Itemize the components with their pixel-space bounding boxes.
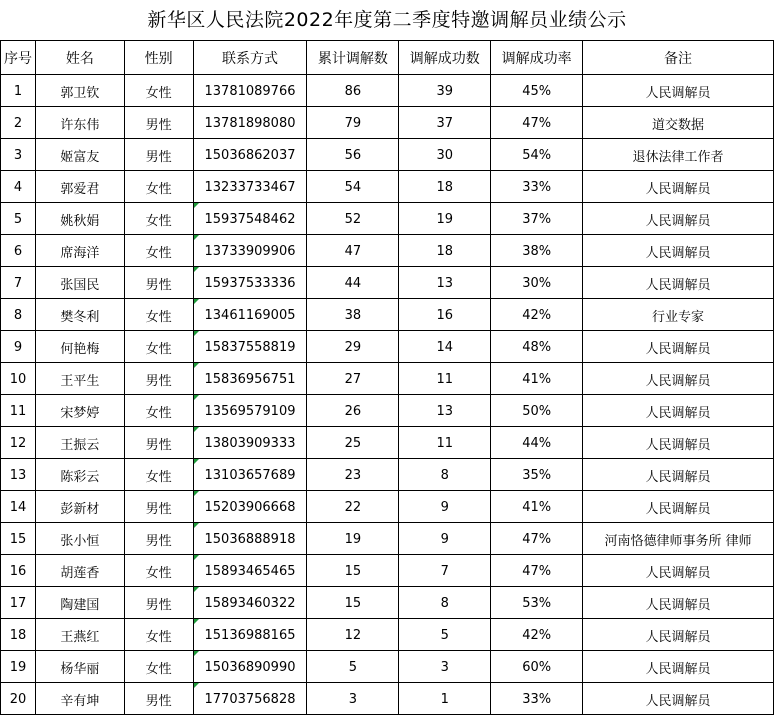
column-header-gender[interactable]: 性别: [124, 41, 193, 75]
cell-success[interactable]: 16: [399, 299, 491, 331]
cell-rate[interactable]: 53%: [491, 587, 583, 619]
cell-success[interactable]: 9: [399, 491, 491, 523]
cell-name[interactable]: 王平生: [35, 363, 124, 395]
cell-rate[interactable]: 47%: [491, 555, 583, 587]
cell-rate[interactable]: 33%: [491, 171, 583, 203]
cell-phone[interactable]: 13233733467: [193, 171, 307, 203]
cell-name[interactable]: 陶建国: [35, 587, 124, 619]
table-row: [1, 139, 774, 171]
cell-name[interactable]: 郭爱君: [35, 171, 124, 203]
cell-phone[interactable]: 13733909906: [193, 235, 307, 267]
table-row: [1, 459, 774, 491]
cell-phone[interactable]: 15937548462: [193, 203, 307, 235]
cell-phone[interactable]: 13569579109: [193, 395, 307, 427]
cell-gender[interactable]: 男性: [124, 363, 193, 395]
cell-gender[interactable]: 女性: [124, 459, 193, 491]
cell-phone[interactable]: 15893465465: [193, 555, 307, 587]
cell-gender[interactable]: 女性: [124, 331, 193, 363]
cell-success[interactable]: 8: [399, 587, 491, 619]
column-header-success[interactable]: 调解成功数: [399, 41, 491, 75]
cell-name[interactable]: 姚秋娟: [35, 203, 124, 235]
cell-rate[interactable]: 38%: [491, 235, 583, 267]
cell-no[interactable]: 20: [1, 683, 36, 715]
table-row: [1, 555, 774, 587]
cell-rate[interactable]: 37%: [491, 203, 583, 235]
cell-rate[interactable]: 47%: [491, 107, 583, 139]
cell-success[interactable]: 1: [399, 683, 491, 715]
cell-rate[interactable]: 44%: [491, 427, 583, 459]
cell-note[interactable]: 人民调解员: [583, 395, 774, 427]
cell-total[interactable]: 15: [307, 555, 399, 587]
table-row: [1, 523, 774, 555]
cell-note[interactable]: 人民调解员: [583, 491, 774, 523]
cell-gender[interactable]: 女性: [124, 235, 193, 267]
cell-gender[interactable]: 男性: [124, 427, 193, 459]
cell-phone[interactable]: 15036890990: [193, 651, 307, 683]
cell-note[interactable]: 人民调解员: [583, 235, 774, 267]
cell-note[interactable]: 人民调解员: [583, 683, 774, 715]
cell-no[interactable]: 12: [1, 427, 36, 459]
cell-success[interactable]: 5: [399, 619, 491, 651]
cell-success[interactable]: 3: [399, 651, 491, 683]
cell-phone[interactable]: 15893460322: [193, 587, 307, 619]
cell-gender[interactable]: 男性: [124, 491, 193, 523]
cell-total[interactable]: 29: [307, 331, 399, 363]
table-row: [1, 395, 774, 427]
cell-no[interactable]: 13: [1, 459, 36, 491]
cell-name[interactable]: 陈彩云: [35, 459, 124, 491]
cell-total[interactable]: 19: [307, 523, 399, 555]
cell-gender[interactable]: 女性: [124, 619, 193, 651]
cell-rate[interactable]: 41%: [491, 491, 583, 523]
cell-phone[interactable]: 15036862037: [193, 139, 307, 171]
cell-name[interactable]: 张国民: [35, 267, 124, 299]
cell-note[interactable]: 河南恪德律师事务所 律师: [583, 523, 774, 555]
cell-total[interactable]: 23: [307, 459, 399, 491]
cell-name[interactable]: 王燕红: [35, 619, 124, 651]
table-row: [1, 651, 774, 683]
cell-no[interactable]: 17: [1, 587, 36, 619]
column-header-name[interactable]: 姓名: [35, 41, 124, 75]
cell-note[interactable]: 道交数据: [583, 107, 774, 139]
cell-name[interactable]: 宋梦婷: [35, 395, 124, 427]
cell-rate[interactable]: 45%: [491, 75, 583, 107]
cell-rate[interactable]: 54%: [491, 139, 583, 171]
table-row: [1, 299, 774, 331]
cell-phone[interactable]: 13461169005: [193, 299, 307, 331]
cell-phone[interactable]: 15203906668: [193, 491, 307, 523]
cell-phone[interactable]: 15937533336: [193, 267, 307, 299]
cell-name[interactable]: 王振云: [35, 427, 124, 459]
cell-no[interactable]: 9: [1, 331, 36, 363]
cell-total[interactable]: 3: [307, 683, 399, 715]
cell-gender[interactable]: 男性: [124, 587, 193, 619]
cell-total[interactable]: 79: [307, 107, 399, 139]
cell-phone[interactable]: 13803909333: [193, 427, 307, 459]
cell-gender[interactable]: 女性: [124, 203, 193, 235]
table-row: [1, 203, 774, 235]
cell-note[interactable]: 人民调解员: [583, 171, 774, 203]
cell-total[interactable]: 15: [307, 587, 399, 619]
cell-note[interactable]: 人民调解员: [583, 203, 774, 235]
cell-no[interactable]: 5: [1, 203, 36, 235]
table-row: [1, 235, 774, 267]
table-row: [1, 683, 774, 715]
cell-phone[interactable]: 17703756828: [193, 683, 307, 715]
column-header-rate[interactable]: 调解成功率: [491, 41, 583, 75]
cell-rate[interactable]: 60%: [491, 651, 583, 683]
cell-gender[interactable]: 男性: [124, 139, 193, 171]
cell-note[interactable]: 人民调解员: [583, 427, 774, 459]
cell-total[interactable]: 12: [307, 619, 399, 651]
table-row: [1, 107, 774, 139]
cell-phone[interactable]: 13781089766: [193, 75, 307, 107]
cell-total[interactable]: 26: [307, 395, 399, 427]
cell-total[interactable]: 47: [307, 235, 399, 267]
cell-gender[interactable]: 女性: [124, 75, 193, 107]
cell-rate[interactable]: 42%: [491, 619, 583, 651]
cell-note[interactable]: 行业专家: [583, 299, 774, 331]
header-row: [1, 41, 774, 75]
table-row: [1, 619, 774, 651]
cell-success[interactable]: 37: [399, 107, 491, 139]
cell-phone[interactable]: 15837558819: [193, 331, 307, 363]
cell-gender[interactable]: 女性: [124, 651, 193, 683]
cell-no[interactable]: 8: [1, 299, 36, 331]
cell-total[interactable]: 27: [307, 363, 399, 395]
cell-name[interactable]: 樊冬利: [35, 299, 124, 331]
cell-note[interactable]: 人民调解员: [583, 555, 774, 587]
cell-note[interactable]: 人民调解员: [583, 75, 774, 107]
cell-note[interactable]: 人民调解员: [583, 267, 774, 299]
cell-rate[interactable]: 33%: [491, 683, 583, 715]
cell-success[interactable]: 11: [399, 363, 491, 395]
cell-no[interactable]: 16: [1, 555, 36, 587]
cell-rate[interactable]: 50%: [491, 395, 583, 427]
cell-no[interactable]: 14: [1, 491, 36, 523]
cell-total[interactable]: 44: [307, 267, 399, 299]
cell-name[interactable]: 杨华丽: [35, 651, 124, 683]
cell-total[interactable]: 5: [307, 651, 399, 683]
cell-total[interactable]: 52: [307, 203, 399, 235]
cell-success[interactable]: 19: [399, 203, 491, 235]
sheet-title: 新华区人民法院2022年度第二季度特邀调解员业绩公示: [0, 0, 774, 41]
cell-no[interactable]: 19: [1, 651, 36, 683]
cell-rate[interactable]: 41%: [491, 363, 583, 395]
cell-no[interactable]: 18: [1, 619, 36, 651]
cell-phone[interactable]: 15136988165: [193, 619, 307, 651]
table-row: [1, 363, 774, 395]
table-row: [1, 587, 774, 619]
cell-name[interactable]: 辛有坤: [35, 683, 124, 715]
cell-no[interactable]: 2: [1, 107, 36, 139]
cell-phone[interactable]: 13103657689: [193, 459, 307, 491]
cell-success[interactable]: 18: [399, 171, 491, 203]
cell-gender[interactable]: 男性: [124, 107, 193, 139]
cell-no[interactable]: 4: [1, 171, 36, 203]
cell-gender[interactable]: 男性: [124, 523, 193, 555]
cell-note[interactable]: 退休法律工作者: [583, 139, 774, 171]
cell-note[interactable]: 人民调解员: [583, 363, 774, 395]
cell-name[interactable]: 许东伟: [35, 107, 124, 139]
cell-no[interactable]: 11: [1, 395, 36, 427]
column-header-note[interactable]: 备注: [583, 41, 774, 75]
cell-note[interactable]: 人民调解员: [583, 459, 774, 491]
cell-success[interactable]: 18: [399, 235, 491, 267]
cell-name[interactable]: 胡莲香: [35, 555, 124, 587]
cell-no[interactable]: 3: [1, 139, 36, 171]
cell-note[interactable]: 人民调解员: [583, 331, 774, 363]
cell-success[interactable]: 11: [399, 427, 491, 459]
cell-rate[interactable]: 42%: [491, 299, 583, 331]
cell-note[interactable]: 人民调解员: [583, 651, 774, 683]
cell-gender[interactable]: 男性: [124, 683, 193, 715]
cell-phone[interactable]: 15836956751: [193, 363, 307, 395]
performance-table: [0, 40, 774, 715]
cell-no[interactable]: 1: [1, 75, 36, 107]
cell-name[interactable]: 姬富友: [35, 139, 124, 171]
cell-total[interactable]: 86: [307, 75, 399, 107]
cell-success[interactable]: 8: [399, 459, 491, 491]
cell-name[interactable]: 郭卫钦: [35, 75, 124, 107]
cell-phone[interactable]: 15036888918: [193, 523, 307, 555]
column-header-phone[interactable]: 联系方式: [193, 41, 307, 75]
cell-success[interactable]: 13: [399, 395, 491, 427]
cell-no[interactable]: 15: [1, 523, 36, 555]
cell-name[interactable]: 席海洋: [35, 235, 124, 267]
cell-name[interactable]: 彭新材: [35, 491, 124, 523]
cell-success[interactable]: 39: [399, 75, 491, 107]
cell-phone[interactable]: 13781898080: [193, 107, 307, 139]
cell-total[interactable]: 56: [307, 139, 399, 171]
cell-success[interactable]: 9: [399, 523, 491, 555]
cell-total[interactable]: 38: [307, 299, 399, 331]
table-row: [1, 75, 774, 107]
cell-rate[interactable]: 30%: [491, 267, 583, 299]
table-row: [1, 267, 774, 299]
cell-success[interactable]: 7: [399, 555, 491, 587]
cell-total[interactable]: 25: [307, 427, 399, 459]
cell-no[interactable]: 10: [1, 363, 36, 395]
cell-no[interactable]: 7: [1, 267, 36, 299]
cell-rate[interactable]: 48%: [491, 331, 583, 363]
table-row: [1, 491, 774, 523]
cell-success[interactable]: 13: [399, 267, 491, 299]
table-row: [1, 427, 774, 459]
cell-total[interactable]: 54: [307, 171, 399, 203]
cell-gender[interactable]: 女性: [124, 555, 193, 587]
table-row: [1, 331, 774, 363]
cell-note[interactable]: 人民调解员: [583, 587, 774, 619]
cell-total[interactable]: 22: [307, 491, 399, 523]
cell-gender[interactable]: 女性: [124, 395, 193, 427]
cell-rate[interactable]: 47%: [491, 523, 583, 555]
cell-success[interactable]: 14: [399, 331, 491, 363]
column-header-no[interactable]: 序号: [1, 41, 36, 75]
cell-success[interactable]: 30: [399, 139, 491, 171]
cell-rate[interactable]: 35%: [491, 459, 583, 491]
cell-gender[interactable]: 男性: [124, 267, 193, 299]
cell-name[interactable]: 张小恒: [35, 523, 124, 555]
cell-note[interactable]: 人民调解员: [583, 619, 774, 651]
cell-name[interactable]: 何艳梅: [35, 331, 124, 363]
cell-gender[interactable]: 女性: [124, 171, 193, 203]
cell-no[interactable]: 6: [1, 235, 36, 267]
cell-gender[interactable]: 女性: [124, 299, 193, 331]
column-header-total[interactable]: 累计调解数: [307, 41, 399, 75]
table-row: [1, 171, 774, 203]
